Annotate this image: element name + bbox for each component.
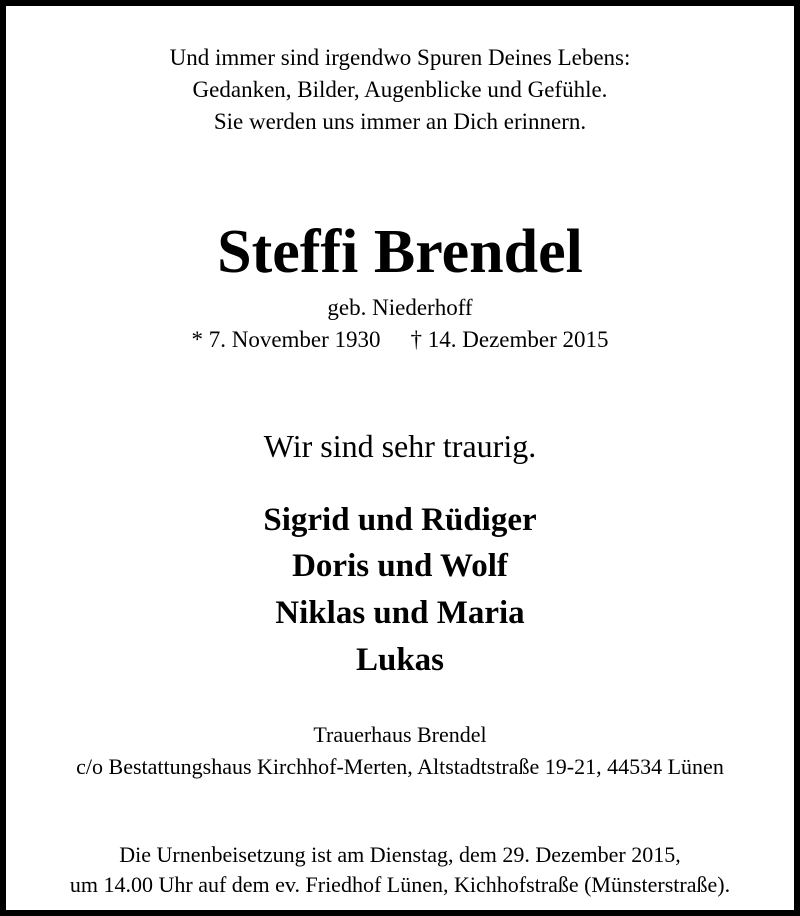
birth-name: geb. Niederhoff [327, 295, 473, 320]
house-of-mourning: Trauerhaus Brendel [313, 722, 487, 747]
burial-notice-line-2: um 14.00 Uhr auf dem ev. Friedhof Lünen, Kichhofstraße (Münsterstraße). [69, 872, 731, 897]
life-dates [6, 328, 794, 351]
mourning-statement: Wir sind sehr traurig. [263, 428, 537, 464]
mourner-4: Lukas [355, 642, 445, 678]
birth-date: * 7. November 1930 [191, 327, 381, 352]
mourner-3: Niklas und Maria [275, 595, 525, 631]
verse-line-3: Sie werden uns immer an Dich erinnern. [213, 109, 587, 134]
deceased-name: Steffi Brendel [217, 218, 583, 286]
mourner-2: Doris und Wolf [292, 548, 508, 584]
burial-notice-line-1: Die Urnenbeisetzung ist am Dienstag, dem 29. Dezember 2015, [119, 842, 681, 867]
death-date: † 14. Dezember 2015 [410, 327, 609, 352]
verse-line-1: Und immer sind irgendwo Spuren Deines Lebens: [169, 45, 631, 70]
funeral-home-address: c/o Bestattungshaus Kirchhof-Merten, Altstadtstraße 19-21, 44534 Lünen [76, 754, 724, 779]
verse-line-2: Gedanken, Bilder, Augenblicke und Gefühle. [192, 77, 608, 102]
mourner-1: Sigrid und Rüdiger [263, 502, 537, 538]
